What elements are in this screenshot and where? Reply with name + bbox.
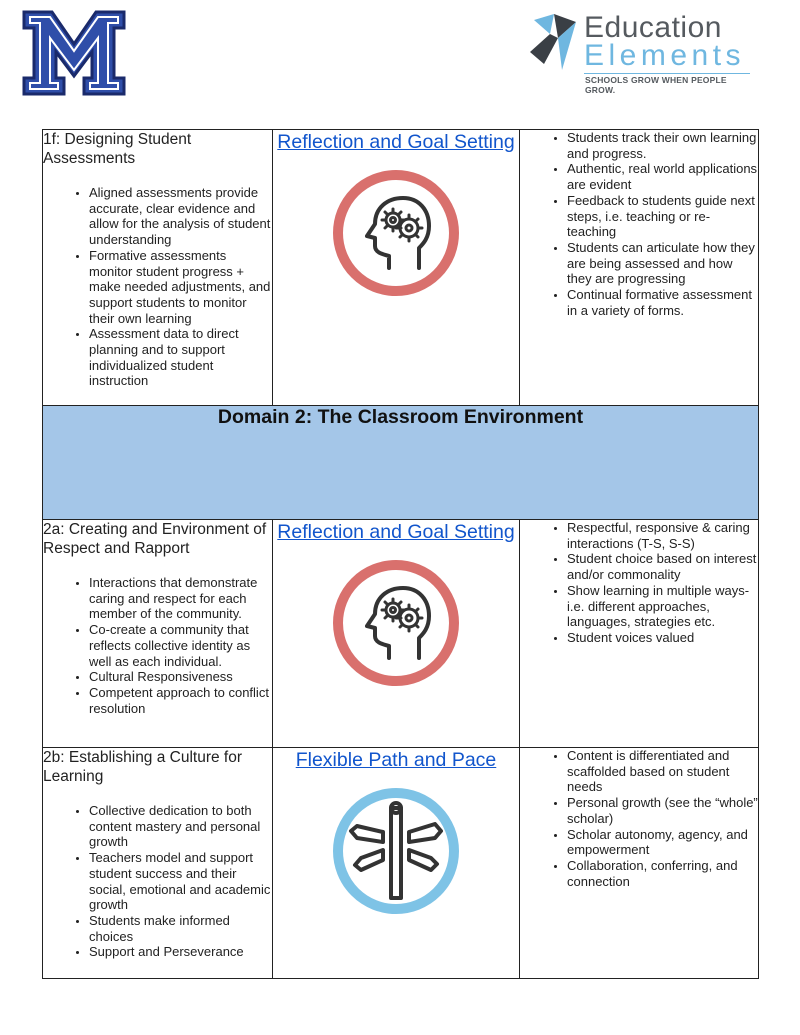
evidence-cell xyxy=(520,130,759,406)
head-gears-icon xyxy=(331,558,461,688)
strategy-cell xyxy=(273,748,520,979)
table-row xyxy=(43,748,759,979)
component-title: 2a: Creating and Environment of Respect and Rapport xyxy=(43,521,267,557)
strategy-cell xyxy=(273,130,520,406)
table-row xyxy=(43,130,759,406)
evidence-bullets xyxy=(520,130,758,318)
list-item: • Respectful, responsive & caring interactions (T-S, S-S) xyxy=(567,520,758,551)
component-title: 1f: Designing Student Assessments xyxy=(43,131,192,167)
domain-heading: Domain 2: The Classroom Environment xyxy=(217,406,584,428)
list-item: • Authentic, real world applications are evident xyxy=(567,161,758,192)
evidence-bullets xyxy=(520,748,758,889)
page-header xyxy=(0,0,800,110)
component-title: 2b: Establishing a Culture for Learning xyxy=(43,749,243,785)
list-item: • Content is differentiated and scaffolded based on student needs xyxy=(567,748,758,795)
list-item: • Students track their own learning and progress. xyxy=(567,130,758,161)
component-bullets xyxy=(43,803,272,960)
list-item: • Formative assessments monitor student progress + make needed adjustments, and support students to monitor their own learning xyxy=(89,248,272,327)
logo-divider xyxy=(584,73,750,74)
list-item: • Student choice based on interest and/or commonality xyxy=(567,551,758,582)
list-item: • Cultural Responsiveness xyxy=(89,669,272,685)
list-item: • Interactions that demonstrate caring and respect for each member of the community. xyxy=(89,575,272,622)
signpost-icon xyxy=(331,786,461,916)
list-item: • Continual formative assessment in a variety of forms. xyxy=(567,287,758,318)
evidence-cell xyxy=(520,520,759,748)
component-bullets xyxy=(43,575,272,716)
domain-row xyxy=(43,406,759,520)
strategy-link[interactable]: Reflection and Goal Setting xyxy=(277,131,515,153)
list-item: • Scholar autonomy, agency, and empowerment xyxy=(567,827,758,858)
list-item: • Teachers model and support student success and their social, emotional and academic growth xyxy=(89,850,272,913)
list-item: • Students can articulate how they are being assessed and how they are progressing xyxy=(567,240,758,287)
list-item: • Students make informed choices xyxy=(89,913,272,944)
list-item: • Aligned assessments provide accurate, clear evidence and allow for the analysis of student understanding xyxy=(89,185,272,248)
component-cell xyxy=(43,130,273,406)
list-item: • Feedback to students guide next steps, i.e. teaching or re-teaching xyxy=(567,193,758,240)
list-item: • Support and Perseverance xyxy=(89,944,272,960)
logo-word-elements: Elements xyxy=(584,39,746,72)
strategy-cell xyxy=(273,520,520,748)
logo-word-education: Education xyxy=(584,11,722,44)
head-gears-icon xyxy=(331,168,461,298)
list-item: • Show learning in multiple ways- i.e. different approaches, languages, strategies etc. xyxy=(567,583,758,630)
domain-heading-cell xyxy=(43,406,759,520)
component-bullets xyxy=(43,185,272,389)
education-elements-logo xyxy=(528,11,758,95)
list-item: • Personal growth (see the “whole” scholar) xyxy=(567,795,758,826)
education-elements-mark-icon xyxy=(528,12,580,70)
evidence-cell xyxy=(520,748,759,979)
m-school-logo xyxy=(22,10,126,96)
evidence-bullets xyxy=(520,520,758,646)
table-row xyxy=(43,520,759,748)
component-cell xyxy=(43,748,273,979)
list-item: • Collaboration, conferring, and connection xyxy=(567,858,758,889)
list-item: • Student voices valued xyxy=(567,630,758,646)
strategy-link[interactable]: Flexible Path and Pace xyxy=(295,749,497,771)
rubric-table xyxy=(42,129,759,979)
list-item: • Assessment data to direct planning and to support individualized student instruction xyxy=(89,326,272,389)
logo-tagline: SCHOOLS GROW WHEN PEOPLE GROW. xyxy=(585,75,727,95)
list-item: • Collective dedication to both content mastery and personal growth xyxy=(89,803,272,850)
list-item: • Competent approach to conflict resolution xyxy=(89,685,272,716)
component-cell xyxy=(43,520,273,748)
list-item: • Co-create a community that reflects collective identity as well as each individual. xyxy=(89,622,272,669)
strategy-link[interactable]: Reflection and Goal Setting xyxy=(277,521,515,543)
